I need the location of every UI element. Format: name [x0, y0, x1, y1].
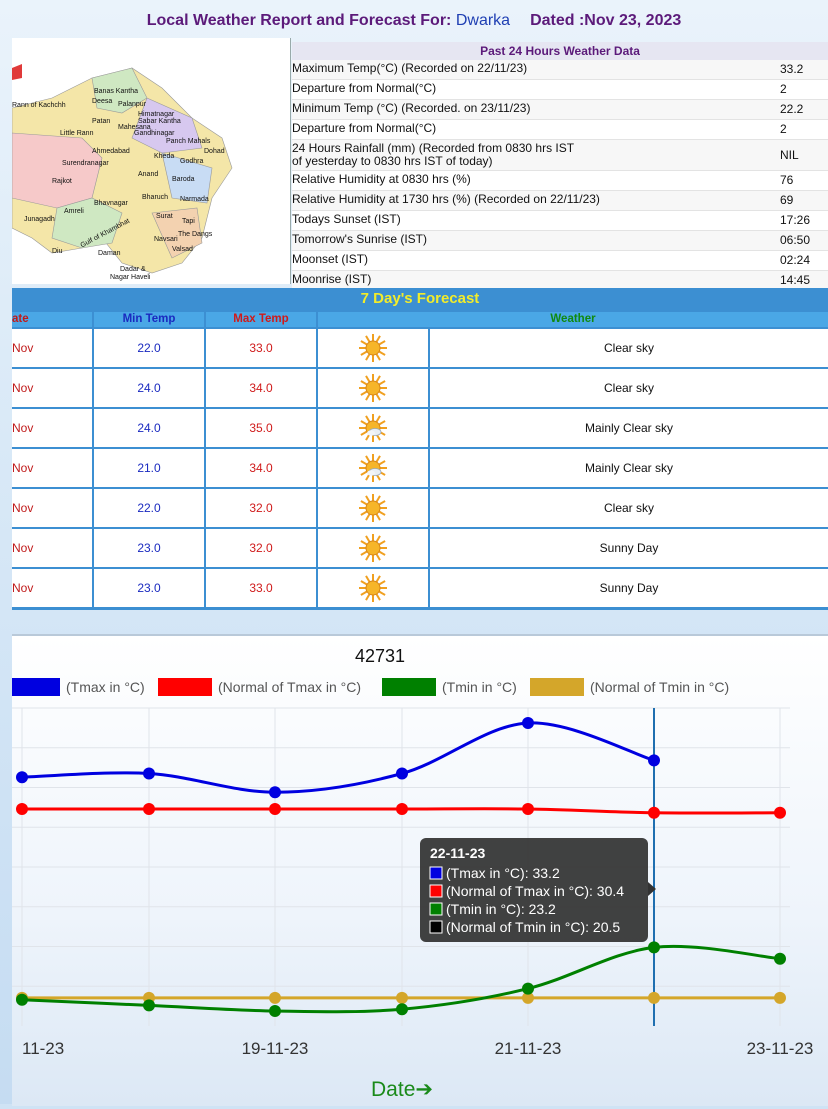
forecast-icon-cell — [318, 449, 428, 487]
past-24-label — [292, 122, 436, 135]
map-label: Amreli — [64, 208, 84, 215]
header-date: ate — [12, 312, 92, 327]
data-point — [774, 807, 786, 819]
forecast-min-temp: 24.0 — [94, 409, 204, 447]
data-point — [648, 807, 660, 819]
header-min-temp: Min Temp — [94, 312, 204, 327]
past-24-value: 14:45 — [780, 273, 811, 287]
data-point — [16, 994, 28, 1006]
tooltip-swatch — [430, 903, 442, 915]
map-label: Rajkot — [52, 178, 72, 185]
map-label: Gulf of Khambhat — [79, 217, 131, 250]
past-24-row — [292, 191, 828, 211]
forecast-max-temp: 32.0 — [206, 529, 316, 567]
past-24-hours-table — [292, 42, 828, 291]
data-point — [774, 953, 786, 965]
x-axis-label: Date➔ — [371, 1078, 433, 1101]
map-label: Tapi — [182, 218, 195, 225]
map-label: Himatnagar — [138, 111, 175, 118]
page-title — [0, 12, 828, 30]
past-24-label-line: Relative Humidity at 1730 hrs (%) (Recorded on 22/11/23) — [292, 192, 600, 206]
map-label: Palanpur — [118, 101, 147, 108]
forecast-date: Nov — [12, 409, 92, 447]
forecast-min-temp: 24.0 — [94, 369, 204, 407]
legend-label: (Tmax in °C) — [66, 679, 145, 695]
map-spacer — [236, 38, 291, 284]
past-24-label — [292, 193, 600, 206]
data-point — [143, 803, 155, 815]
map-label: Valsad — [172, 246, 193, 253]
forecast-date: Nov — [12, 489, 92, 527]
map-label: Surendranagar — [62, 160, 109, 167]
data-point — [396, 768, 408, 780]
past-24-label — [292, 142, 574, 168]
title-date: Dated :Nov 23, 2023 — [530, 12, 682, 29]
forecast-icon-cell — [318, 569, 428, 607]
map-label: Surat — [156, 213, 173, 220]
past-24-label-line: 24 Hours Rainfall (mm) (Recorded from 0830 hrs IST — [292, 141, 575, 155]
map-label: Nagar Haveli — [110, 274, 151, 281]
past-24-label — [292, 233, 427, 246]
legend-swatch — [530, 678, 584, 696]
data-point — [522, 983, 534, 995]
past-24-value: 69 — [780, 193, 794, 207]
past-24-row — [292, 251, 828, 271]
chart-title: 42731 — [354, 646, 406, 666]
map-label: Little Rann — [60, 130, 94, 137]
past-24-row — [292, 231, 828, 251]
forecast-weather: Sunny Day — [430, 529, 828, 567]
past-24-row — [292, 211, 828, 231]
data-point — [16, 803, 28, 815]
gujarat-map — [12, 38, 236, 284]
forecast-date: Nov — [12, 569, 92, 607]
forecast-icon-cell — [318, 369, 428, 407]
past-24-label-line: Moonrise (IST) — [292, 272, 372, 286]
map-label: Mahesana — [118, 124, 151, 131]
past-24-value: 33.2 — [780, 62, 804, 76]
tooltip-swatch — [430, 867, 442, 879]
x-tick-label: 19-11-23 — [241, 1039, 309, 1058]
past-24-label — [292, 82, 436, 95]
map-label: Narmada — [180, 196, 209, 203]
forecast-min-temp: 23.0 — [94, 529, 204, 567]
data-point — [269, 803, 281, 815]
forecast-min-temp: 23.0 — [94, 569, 204, 607]
map-label: Diu — [52, 248, 63, 255]
forecast-max-temp: 35.0 — [206, 409, 316, 447]
past-24-title: Past 24 Hours Weather Data — [292, 42, 828, 60]
map-label: Kheda — [154, 153, 175, 160]
map-label: Dohad — [204, 148, 225, 155]
map-label: Dadar & — [120, 266, 146, 273]
legend-label: (Normal of Tmin in °C) — [590, 679, 730, 695]
header-max-temp: Max Temp — [206, 312, 316, 327]
data-point — [522, 803, 534, 815]
past-24-label — [292, 213, 401, 226]
map-label: Anand — [138, 171, 159, 178]
past-24-label-line: Todays Sunset (IST) — [292, 212, 401, 226]
forecast-max-temp: 33.0 — [206, 569, 316, 607]
forecast-table — [12, 288, 828, 610]
forecast-weather: Clear sky — [430, 369, 828, 407]
past-24-row — [292, 100, 828, 120]
past-24-label-line: Departure from Normal(°C) — [292, 81, 437, 95]
tooltip-line: (Normal of Tmax in °C): 30.4 — [446, 883, 625, 899]
forecast-title: 7 Day's Forecast — [360, 290, 480, 307]
tooltip-swatch — [430, 921, 442, 933]
data-point — [269, 992, 281, 1004]
past-24-label — [292, 62, 527, 75]
map-label: Baroda — [172, 176, 195, 183]
past-24-label — [292, 173, 471, 186]
map-label: Daman — [98, 250, 121, 257]
data-point — [396, 992, 408, 1004]
data-point — [143, 768, 155, 780]
forecast-max-temp: 33.0 — [206, 329, 316, 367]
forecast-max-temp: 32.0 — [206, 489, 316, 527]
map-label: Godhra — [180, 158, 204, 165]
tooltip-line: (Tmin in °C): 23.2 — [446, 901, 556, 917]
temperature-chart — [12, 636, 828, 1104]
map-label: Gandhinagar — [134, 130, 175, 137]
past-24-row — [292, 60, 828, 80]
forecast-min-temp: 22.0 — [94, 489, 204, 527]
past-24-value: 2 — [780, 122, 787, 136]
map-label: Deesa — [92, 98, 113, 105]
sun-icon — [358, 573, 388, 618]
forecast-min-temp: 21.0 — [94, 449, 204, 487]
past-24-value: 76 — [780, 173, 794, 187]
forecast-max-temp: 34.0 — [206, 449, 316, 487]
past-24-rows — [292, 60, 828, 291]
data-point — [396, 1003, 408, 1015]
legend-swatch — [382, 678, 436, 696]
map-label: Patan — [92, 118, 111, 125]
past-24-label-line: Departure from Normal(°C) — [292, 121, 437, 135]
tooltip-line: (Tmax in °C): 33.2 — [446, 865, 560, 881]
past-24-label-line: Minimum Temp (°C) (Recorded. on 23/11/23) — [292, 101, 531, 115]
legend-label: (Tmin in °C) — [442, 679, 517, 695]
x-tick-label: 23-11-23 — [746, 1039, 814, 1058]
title-label: Local Weather Report and Forecast For: — [146, 12, 452, 29]
past-24-value: 2 — [780, 82, 787, 96]
data-point — [774, 992, 786, 1004]
past-24-row — [292, 120, 828, 140]
map-label: Ahmedabad — [92, 148, 130, 155]
data-point — [648, 992, 660, 1004]
data-point — [396, 803, 408, 815]
past-24-row — [292, 171, 828, 191]
data-point — [269, 1005, 281, 1017]
tooltip-line: (Normal of Tmin in °C): 20.5 — [446, 919, 621, 935]
temperature-chart-panel — [12, 634, 828, 1106]
legend-swatch — [158, 678, 212, 696]
past-24-row — [292, 140, 828, 171]
forecast-min-temp: 22.0 — [94, 329, 204, 367]
past-24-value: 22.2 — [780, 102, 804, 116]
forecast-date: Nov — [12, 369, 92, 407]
forecast-icon-cell — [318, 489, 428, 527]
past-24-label-line: Relative Humidity at 0830 hrs (%) — [292, 172, 471, 186]
map-label: Panch Mahals — [166, 138, 211, 145]
title-location: Dwarka — [455, 12, 511, 29]
forecast-weather: Clear sky — [430, 489, 828, 527]
past-24-label-line: of yesterday to 0830 hrs IST of today) — [292, 154, 493, 168]
past-24-value: 06:50 — [780, 233, 811, 247]
past-24-label-line: Tomorrow's Sunrise (IST) — [292, 232, 427, 246]
forecast-weather: Mainly Clear sky — [430, 409, 828, 447]
x-tick-label: 11-23 — [22, 1039, 65, 1058]
forecast-icon-cell — [318, 409, 428, 447]
forecast-date: Nov — [12, 529, 92, 567]
header-weather: Weather — [318, 312, 828, 327]
past-24-label — [292, 273, 371, 286]
forecast-weather: Sunny Day — [430, 569, 828, 607]
map-label: Banas Kantha — [94, 88, 138, 95]
past-24-value: 17:26 — [780, 213, 811, 227]
past-24-label-line: Maximum Temp(°C) (Recorded on 22/11/23) — [292, 61, 528, 75]
data-point — [648, 941, 660, 953]
legend-label: (Normal of Tmax in °C) — [218, 679, 362, 695]
past-24-value: 02:24 — [780, 253, 811, 267]
series-line — [22, 723, 654, 792]
forecast-date: Nov — [12, 329, 92, 367]
legend-swatch — [12, 678, 60, 696]
tooltip-title: 22-11-23 — [430, 845, 486, 861]
map-label: Bhavnagar — [94, 200, 128, 207]
map-label: Bharuch — [142, 194, 169, 201]
forecast-icon-cell — [318, 529, 428, 567]
map-label: Navsari — [154, 236, 178, 243]
data-point — [16, 771, 28, 783]
tooltip-swatch — [430, 885, 442, 897]
map-label: Rann of Kachchh — [12, 102, 66, 109]
past-24-label — [292, 253, 368, 266]
map-label: Sabar Kantha — [138, 118, 181, 125]
forecast-weather: Mainly Clear sky — [430, 449, 828, 487]
data-point — [269, 786, 281, 798]
data-point — [143, 999, 155, 1011]
past-24-row — [292, 80, 828, 100]
x-tick-label: 21-11-23 — [494, 1039, 562, 1058]
past-24-value: NIL — [780, 148, 799, 162]
forecast-weather: Clear sky — [430, 329, 828, 367]
map-label: Junagadh — [24, 216, 55, 223]
forecast-icon-cell — [318, 329, 428, 367]
past-24-label-line: Moonset (IST) — [292, 252, 369, 266]
map-label: The Dangs — [178, 231, 213, 238]
data-point — [648, 754, 660, 766]
past-24-label — [292, 102, 530, 115]
data-point — [522, 717, 534, 729]
forecast-max-temp: 34.0 — [206, 369, 316, 407]
forecast-date: Nov — [12, 449, 92, 487]
